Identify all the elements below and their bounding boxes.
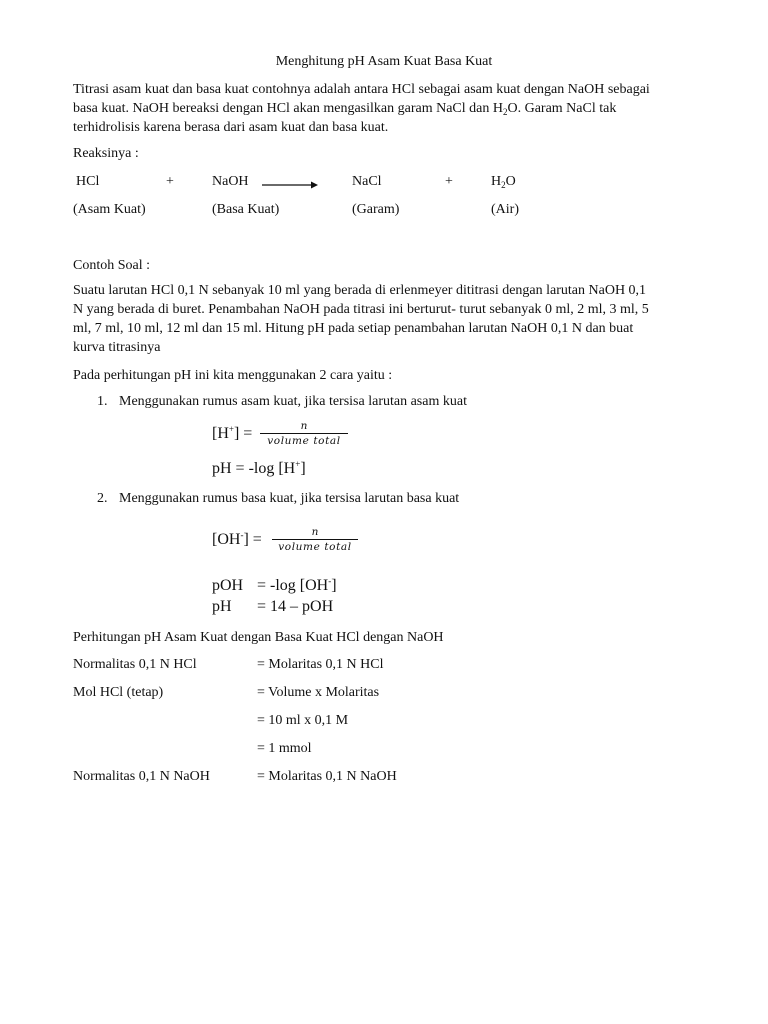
fraction-h (260, 419, 348, 448)
calc-heading: Perhitungan pH Asam Kuat dengan Basa Kuat HCl dengan NaOH (73, 630, 444, 645)
fraction-oh-numerator: n (311, 526, 319, 538)
reactant-naoh: NaOH (212, 174, 249, 189)
intro-line-2-b: O. Garam NaCl tak (507, 101, 617, 116)
calc-row-5-label: Normalitas 0,1 N NaOH (73, 769, 210, 784)
desc-asam-kuat: (Asam Kuat) (73, 202, 146, 217)
formula-ph-value: = 14 – pOH (257, 598, 334, 615)
method-2-number: 2. (97, 491, 108, 506)
intro-subscript: 2 (502, 107, 508, 117)
desc-basa-kuat: (Basa Kuat) (212, 202, 280, 217)
intro-line-2 (73, 99, 616, 119)
formula-ph-a: pH = -log [H (212, 460, 296, 477)
example-line-1: Suatu larutan HCl 0,1 N sebanyak 10 ml yang berada di erlenmeyer dititrasi dengan larutan NaOH 0,1 (73, 283, 647, 298)
desc-garam: (Garam) (352, 202, 400, 217)
water-h: H (491, 174, 502, 189)
example-label: Contoh Soal : (73, 258, 151, 273)
method-1-text: Menggunakan rumus asam kuat, jika tersisa larutan asam kuat (119, 394, 467, 409)
formula-poh-value-b: ] (331, 577, 337, 594)
product-water (491, 172, 516, 192)
fraction-h-numerator: n (300, 420, 308, 432)
intro-line-2-a: basa kuat. NaOH bereaksi dengan HCl akan mengasilkan garam NaCl dan H (73, 101, 503, 116)
formula-oh-left-b: ] = (243, 531, 262, 548)
reactant-hcl: HCl (76, 174, 100, 189)
formula-h-sup: + (228, 424, 234, 434)
formula-h-left-a: [H (212, 425, 229, 442)
calc-row-2-label: Mol HCl (tetap) (73, 685, 164, 700)
calc-row-1-label: Normalitas 0,1 N HCl (73, 657, 197, 672)
intro-line-3: terhidrolisis karena berasa dari asam kuat dan basa kuat. (73, 120, 389, 135)
formula-poh-value (257, 575, 337, 597)
formula-ph (212, 458, 306, 480)
formula-oh-ion (212, 529, 262, 551)
formula-poh-sup: - (328, 576, 332, 586)
product-nacl: NaCl (352, 174, 382, 189)
desc-air: (Air) (491, 202, 519, 217)
formula-poh-value-a: = -log [OH (257, 577, 329, 594)
water-subscript: 2 (501, 180, 506, 190)
intro-line-1: Titrasi asam kuat dan basa kuat contohnya adalah antara HCl sebagai asam kuat dengan NaOH sebagai (73, 82, 650, 97)
formula-h-left-b: ] = (233, 425, 253, 442)
formula-h-ion (212, 423, 252, 445)
formula-poh-label: pOH (212, 577, 244, 594)
formula-ph-sup: + (295, 459, 301, 469)
calc-row-1-value: = Molaritas 0,1 N HCl (257, 657, 384, 672)
methods-intro: Pada perhitungan pH ini kita menggunakan 2 cara yaitu : (73, 368, 393, 383)
example-line-3: ml, 7 ml, 10 ml, 12 ml dan 15 ml. Hitung pH pada setiap penambahan larutan NaOH 0,1 N dan buat (73, 321, 634, 336)
calc-row-2-value: = Volume x Molaritas (257, 685, 380, 700)
method-1-number: 1. (97, 394, 108, 409)
formula-ph-b: ] (300, 460, 306, 477)
plus-sign-1: + (166, 174, 174, 189)
fraction-oh (272, 525, 358, 554)
plus-sign-2: + (445, 174, 453, 189)
calc-row-5-value: = Molaritas 0,1 N NaOH (257, 769, 397, 784)
example-line-4: kurva titrasinya (73, 340, 161, 355)
reaction-label: Reaksinya : (73, 146, 139, 161)
fraction-oh-denominator: volume total (278, 541, 352, 553)
calc-row-3-value: = 10 ml x 0,1 M (257, 713, 349, 728)
fraction-h-denominator: volume total (267, 435, 341, 447)
example-line-2: N yang berada di buret. Penambahan NaOH pada titrasi ini berturut- turut sebanyak 0 ml, 2 ml, 3 ml, 5 (73, 302, 649, 317)
reaction-arrow-icon (262, 180, 318, 190)
water-o: O (505, 174, 516, 189)
formula-oh-left-a: [OH (212, 531, 241, 548)
method-2-text: Menggunakan rumus basa kuat, jika tersisa larutan basa kuat (119, 491, 460, 506)
calc-row-4-value: = 1 mmol (257, 741, 312, 756)
document-title: Menghitung pH Asam Kuat Basa Kuat (275, 54, 493, 69)
formula-oh-sup: - (240, 530, 244, 540)
formula-ph-label: pH (212, 598, 232, 615)
